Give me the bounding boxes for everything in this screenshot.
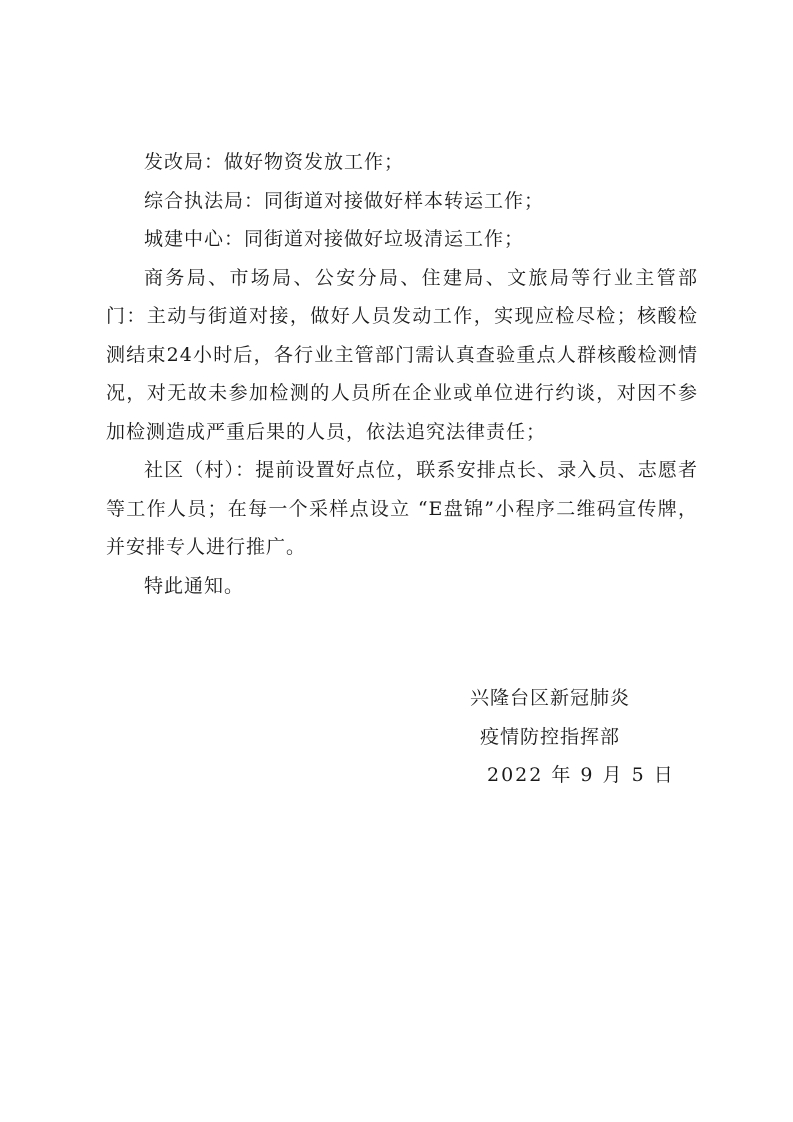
issuer-name-line2: 疫情防控指挥部 (480, 725, 621, 748)
paragraph-chengjian: 城建中心：同街道对接做好垃圾清运工作； (144, 228, 525, 250)
issuer-name-line1: 兴隆台区新冠肺炎 (470, 687, 631, 709)
signature-block (470, 679, 675, 795)
paragraph-shequ: 社区（村）：提前设置好点位，联系安排点长、录入员、志愿者等工作人员；在每一个采样点设立 “E盘锦”小程序二维码宣传牌，并安排专人进行推广。 (106, 459, 698, 558)
paragraph-zonghe-zhifa: 综合执法局：同街道对接做好样本转运工作； (144, 189, 545, 212)
paragraph-closing: 特此通知。 (144, 574, 245, 597)
paragraph-fagaiju: 发改局：做好物资发放工作； (144, 151, 405, 173)
document-body (106, 143, 698, 605)
paragraph-hangye-zhuguan: 商务局、市场局、公安分局、住建局、文旅局等行业主管部门：主动与街道对接，做好人员发动工作，实现应检尽检；核酸检测结束24小时后，各行业主管部门需认真查验重点人群核酸检测情况，对无故未参加检测的人员所在企业或单位进行约谈，对因不参加检测造成严重后果的人员，依法追究法律责任； (106, 266, 698, 443)
issue-date: 2022 年 9 月 5 日 (487, 764, 675, 786)
